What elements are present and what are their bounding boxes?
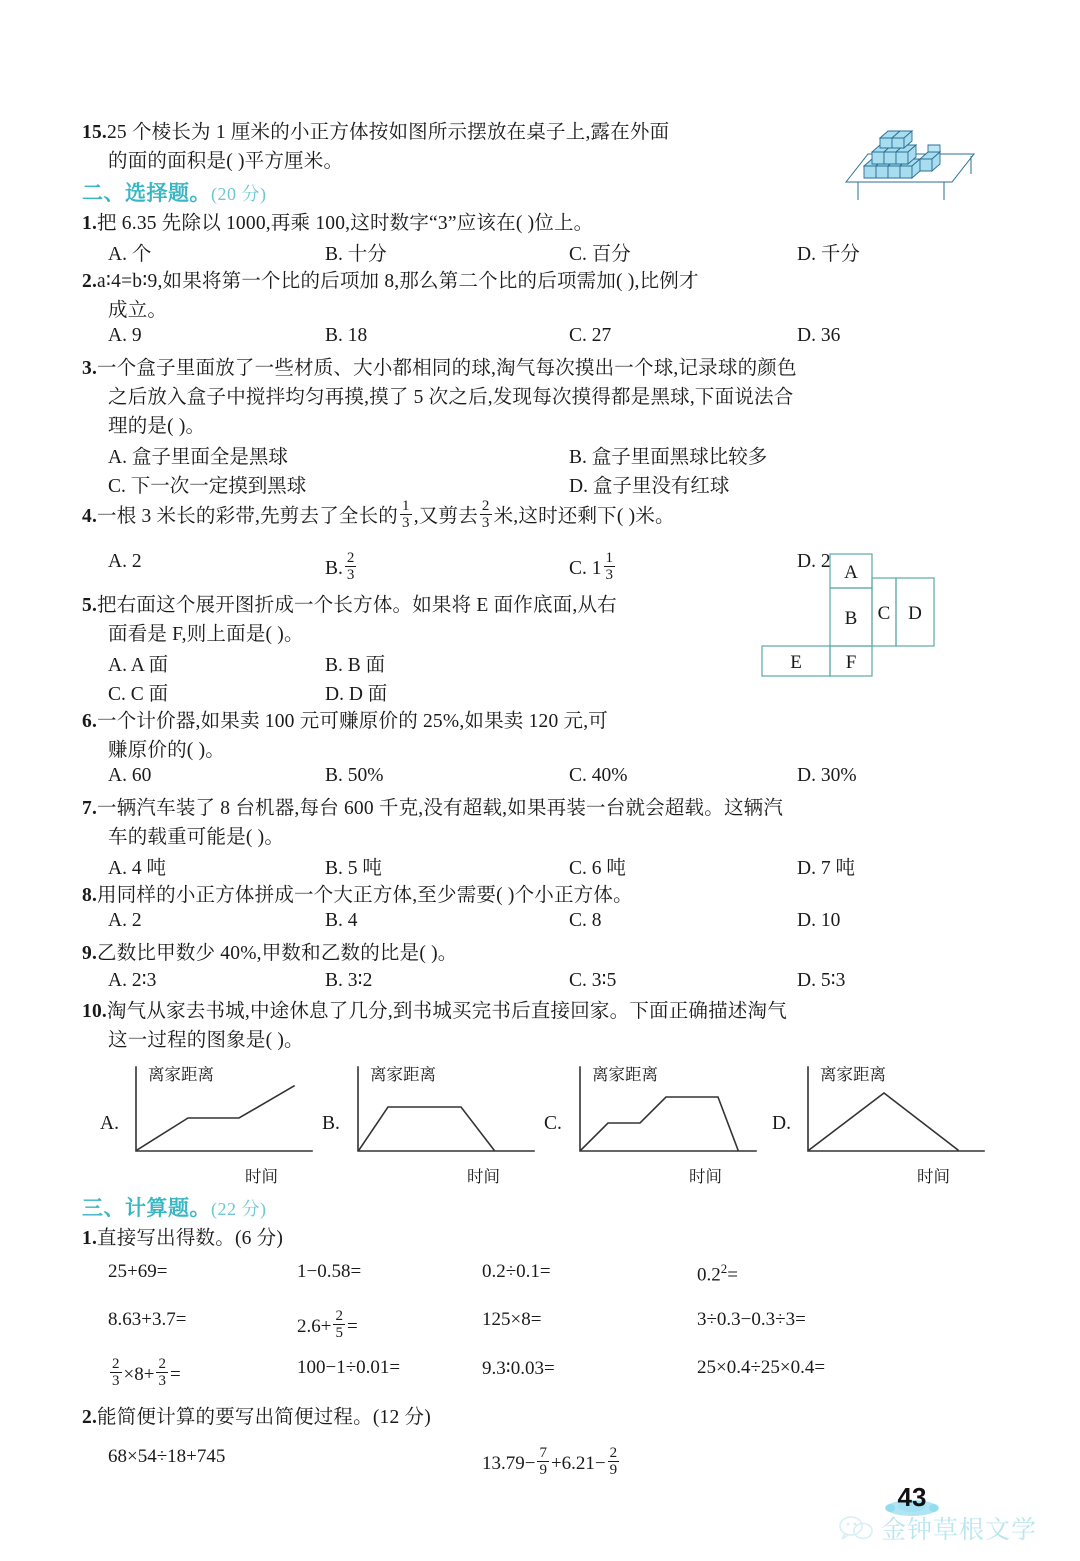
fraction-two-thirds: $\frac{2}{3}$: [346, 549, 355, 583]
question-15-line1: 25 个棱长为 1 厘米的小正方体按如图所示摆放在桌子上,露在外面: [106, 122, 670, 143]
question-10-line1: 淘气从家去书城,中途休息了几分,到书城买完书后直接回家。下面正确描述淘气: [106, 1001, 787, 1022]
calc-sub-2-title: 能简便计算的要写出简便过程。: [97, 1407, 373, 1428]
box-net-figure: [754, 550, 954, 680]
calc-row-4: [82, 1432, 982, 1488]
net-face-d: D: [908, 603, 922, 624]
section-3-points: (22 分): [211, 1199, 267, 1219]
calc-row-1: [82, 1253, 982, 1301]
option-a[interactable]: A. 个: [108, 244, 152, 265]
question-2-number: 2.: [82, 271, 98, 292]
question-6-line1: 一个计价器,如果卖 100 元可赚原价的 25%,如果卖 120 元,可: [97, 711, 608, 732]
calc-item[interactable]: 3÷0.3−0.3÷3=: [697, 1309, 806, 1330]
question-9-text: 乙数比甲数少 40%,甲数和乙数的比是( )。: [97, 943, 458, 964]
graph-option-c[interactable]: [544, 1061, 784, 1189]
question-4-mid: ,又剪去: [413, 505, 478, 527]
option-d[interactable]: D. 5∶3: [797, 970, 846, 991]
wechat-watermark: [838, 1508, 1037, 1548]
option-d[interactable]: D. 7 吨: [797, 858, 855, 879]
option-d[interactable]: D. 30%: [797, 765, 857, 786]
section-3-heading: [82, 1193, 982, 1224]
question-10: [82, 997, 982, 1055]
question-5-options-row2: [82, 678, 982, 707]
graph-d-y-label: 离家距离: [820, 1065, 886, 1084]
option-c[interactable]: C. 8: [569, 910, 602, 931]
option-d[interactable]: D. 盒子里没有红球: [569, 476, 730, 497]
section-3-title: 三、计算题。: [82, 1196, 211, 1220]
question-7-line2: 车的载重可能是( )。: [108, 827, 285, 848]
question-3-line3: 理的是( )。: [108, 416, 206, 437]
question-2-line2: 成立。: [108, 300, 168, 321]
option-d[interactable]: D. 36: [797, 325, 841, 346]
calc-sub-2-points: (12 分): [372, 1407, 431, 1428]
option-b[interactable]: B. 十分: [325, 244, 387, 265]
question-8: [82, 881, 982, 910]
option-c[interactable]: C. 27: [569, 325, 612, 346]
option-c[interactable]: C. 3∶5: [569, 970, 617, 991]
option-b[interactable]: B. B 面: [325, 655, 386, 676]
net-face-c: C: [877, 603, 891, 624]
question-9-options: [82, 968, 982, 997]
net-face-b: B: [844, 608, 858, 629]
graph-option-b[interactable]: [322, 1061, 562, 1189]
option-c[interactable]: C. 1 $\frac{1}{3}$: [569, 549, 614, 583]
calc-item[interactable]: $\frac{2}{3}$ ×8+ $\frac{2}{3}$ =: [112, 1355, 181, 1389]
option-c[interactable]: C. 40%: [569, 765, 628, 786]
option-a[interactable]: A. 4 吨: [108, 858, 166, 879]
question-1-options: [82, 238, 982, 267]
calc-item[interactable]: 8.63+3.7=: [108, 1309, 187, 1330]
question-10-graph-options: [82, 1061, 982, 1189]
question-3-line1: 一个盒子里面放了一些材质、大小都相同的球,淘气每次摸出一个球,记录球的颜色: [97, 358, 797, 379]
graph-b-x-label: 时间: [467, 1167, 500, 1186]
question-9: [82, 939, 982, 968]
calc-item[interactable]: 9.3∶0.03=: [482, 1358, 555, 1379]
option-b[interactable]: B. 3∶2: [325, 970, 373, 991]
question-15: [82, 118, 982, 176]
question-15-number: 15.: [82, 122, 107, 143]
question-1-number: 1.: [82, 213, 98, 234]
calc-item[interactable]: 0.2÷0.1=: [482, 1261, 551, 1282]
graph-a-x-label: 时间: [245, 1167, 278, 1186]
net-face-e: E: [790, 652, 802, 673]
option-a[interactable]: A. 盒子里面全是黑球: [108, 447, 288, 468]
calc-item[interactable]: 68×54÷18+745: [108, 1446, 226, 1467]
calc-item[interactable]: 100−1÷0.01=: [297, 1357, 401, 1378]
question-3-options-row2: [82, 470, 982, 499]
calc-item[interactable]: $0.2^2=$: [697, 1261, 738, 1286]
wechat-icon: [838, 1514, 874, 1542]
calc-item[interactable]: 1−0.58=: [297, 1261, 362, 1282]
question-3-number: 3.: [82, 358, 98, 379]
question-6-options: [82, 765, 982, 794]
option-a[interactable]: A. 9: [108, 325, 142, 346]
calc-row-3: [82, 1349, 982, 1401]
question-4-number: 4.: [82, 505, 98, 527]
question-4: [82, 499, 982, 539]
calc-item[interactable]: 25+69=: [108, 1261, 168, 1282]
fraction-one-third: $\frac{1}{3}$: [402, 497, 410, 531]
question-9-number: 9.: [82, 943, 98, 964]
question-10-number: 10.: [82, 1001, 107, 1022]
option-d[interactable]: D. 千分: [797, 244, 860, 265]
option-c[interactable]: C. 下一次一定摸到黑球: [108, 476, 307, 497]
option-c[interactable]: C. 百分: [569, 244, 631, 265]
question-3: [82, 354, 982, 441]
watermark-text: 金钟草根文学: [881, 1516, 1038, 1544]
question-5-line1: 把右面这个展开图折成一个长方体。如果将 E 面作底面,从右: [97, 595, 617, 616]
option-b[interactable]: B. 盒子里面黑球比较多: [569, 447, 768, 468]
option-a[interactable]: A. A 面: [108, 655, 169, 676]
option-b[interactable]: B. 18: [325, 325, 368, 346]
question-4-post: 米,这时还剩下( )米。: [493, 505, 675, 527]
question-8-text: 用同样的小正方体拼成一个大正方体,至少需要( )个小正方体。: [97, 885, 633, 906]
graph-label-d: D.: [772, 1113, 791, 1134]
option-b[interactable]: B. $\frac{2}{3}$: [325, 549, 355, 583]
fraction-two-thirds: $\frac{2}{3}$: [158, 1355, 166, 1389]
fraction-one-third: $\frac{1}{3}$: [605, 549, 614, 583]
option-d[interactable]: D. D 面: [325, 684, 388, 705]
question-5-number: 5.: [82, 595, 98, 616]
question-8-options: [82, 910, 982, 939]
question-2-line1: a∶4=b∶9,如果将第一个比的后项加 8,那么第二个比的后项需加( ),比例才: [97, 271, 699, 292]
fraction-two-ninths: $\frac{2}{9}$: [609, 1444, 618, 1478]
graph-label-c: C.: [544, 1113, 562, 1134]
option-d[interactable]: D. 10: [797, 910, 841, 931]
option-b[interactable]: B. 5 吨: [325, 858, 382, 879]
graph-label-b: B.: [322, 1113, 340, 1134]
calc-sub-2-heading: [82, 1403, 982, 1432]
question-7-line1: 一辆汽车装了 8 台机器,每台 600 千克,没有超载,如果再装一台就会超载。这辆汽: [97, 798, 784, 819]
question-8-number: 8.: [82, 885, 98, 906]
calc-sub-2-number: 2.: [82, 1407, 98, 1428]
option-b[interactable]: B. 4: [325, 910, 358, 931]
question-1: [82, 209, 982, 238]
option-a[interactable]: A. 2∶3: [108, 970, 157, 991]
question-3-line2: 之后放入盒子中搅拌均匀再摸,摸了 5 次之后,发现每次摸得都是黑球,下面说法合: [108, 387, 794, 408]
stacked-cubes-figure: [840, 114, 980, 200]
question-15-line2: 的面的面积是( )平方厘米。: [108, 151, 344, 172]
graph-label-a: A.: [100, 1113, 119, 1134]
question-2: [82, 267, 982, 325]
question-7-number: 7.: [82, 798, 98, 819]
calc-sub-1-points: (6 分): [234, 1228, 284, 1249]
calc-sub-1-title: 直接写出得数。: [97, 1228, 235, 1249]
option-a[interactable]: A. 2: [108, 551, 142, 572]
option-d[interactable]: D. 2: [797, 551, 831, 572]
net-face-a: A: [844, 562, 858, 583]
graph-a-y-label: 离家距离: [148, 1065, 214, 1084]
graph-d-x-label: 时间: [917, 1167, 950, 1186]
graph-option-a[interactable]: [100, 1061, 340, 1189]
calc-item[interactable]: 125×8=: [482, 1309, 542, 1330]
worksheet-content: [82, 118, 982, 1488]
question-1-text: 把 6.35 先除以 1000,再乘 100,这时数字“3”应该在( )位上。: [97, 213, 594, 234]
calc-item[interactable]: 25×0.4÷25×0.4=: [697, 1357, 826, 1378]
fraction-two-thirds: $\frac{2}{3}$: [481, 497, 490, 531]
calc-sub-1-heading: [82, 1224, 982, 1253]
graph-b-y-label: 离家距离: [370, 1065, 436, 1084]
question-6: [82, 707, 982, 765]
option-a[interactable]: A. 60: [108, 765, 152, 786]
calc-item[interactable]: 2.6+ $\frac{2}{5}$ =: [297, 1307, 358, 1341]
section-2-points: (20 分): [211, 184, 267, 204]
section-2-title: 二、选择题。: [82, 181, 211, 205]
question-5-line2: 面看是 F,则上面是( )。: [108, 624, 304, 645]
calc-sub-1-number: 1.: [82, 1228, 98, 1249]
graph-c-y-label: 离家距离: [592, 1065, 658, 1084]
fraction-two-fifths: $\frac{2}{5}$: [335, 1307, 343, 1341]
page-number: 43: [897, 1482, 927, 1512]
calc-item[interactable]: 13.79− $\frac{7}{9}$ +6.21− $\frac{2}{9}$: [482, 1444, 618, 1478]
question-7-options: [82, 852, 982, 881]
question-4-pre: 一根 3 米长的彩带,先剪去了全长的: [97, 505, 399, 527]
graph-c-x-label: 时间: [689, 1167, 722, 1186]
question-7: [82, 794, 982, 852]
option-b[interactable]: B. 50%: [325, 765, 384, 786]
net-face-f: F: [845, 652, 857, 673]
question-10-line2: 这一过程的图象是( )。: [108, 1030, 304, 1051]
option-c[interactable]: C. 6 吨: [569, 858, 626, 879]
graph-option-d[interactable]: [772, 1061, 1012, 1189]
exponent-two: 2: [720, 1261, 728, 1276]
option-a[interactable]: A. 2: [108, 910, 142, 931]
fraction-seven-ninths: $\frac{7}{9}$: [539, 1444, 547, 1478]
question-3-options-row1: [82, 441, 982, 470]
question-6-line2: 赚原价的( )。: [108, 740, 225, 761]
question-6-number: 6.: [82, 711, 98, 732]
calc-row-2: [82, 1301, 982, 1349]
question-2-options: [82, 325, 982, 354]
fraction-two-thirds: $\frac{2}{3}$: [112, 1355, 120, 1389]
option-c[interactable]: C. C 面: [108, 684, 169, 705]
